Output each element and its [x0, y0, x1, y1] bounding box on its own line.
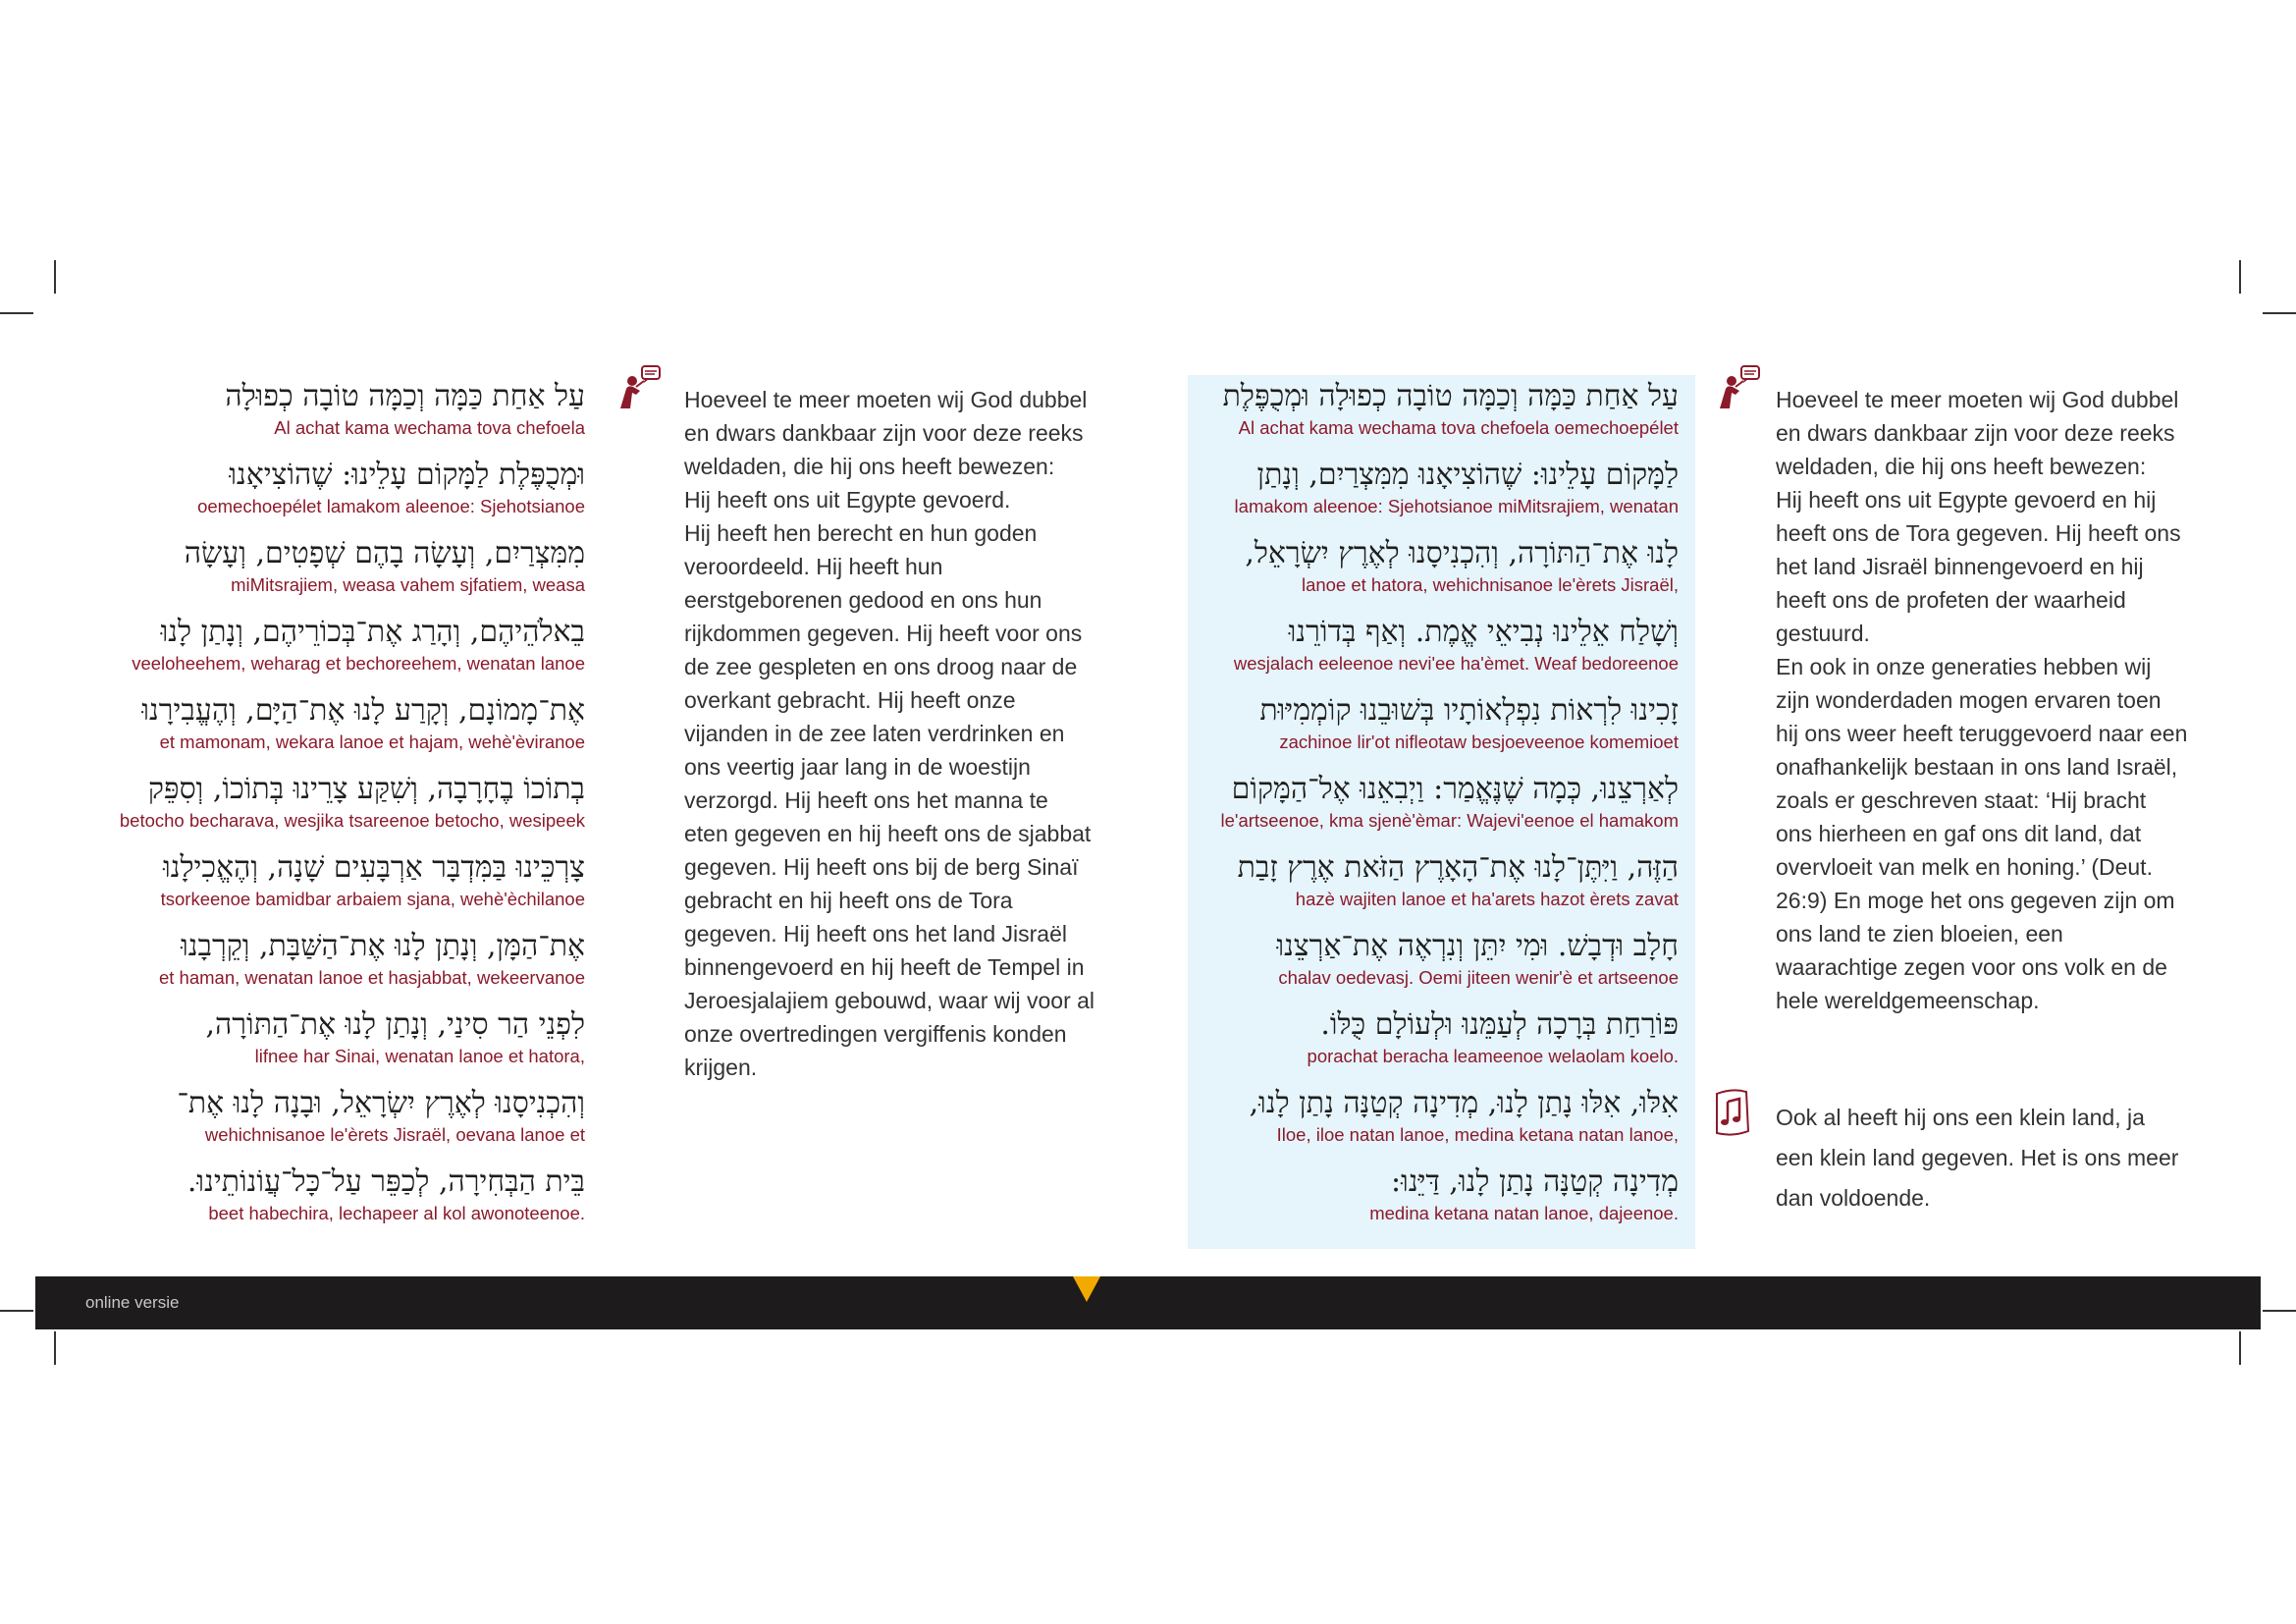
verse-line: [108, 534, 585, 597]
crop-mark: [2239, 1331, 2241, 1365]
person-speaking-icon: [1714, 363, 1761, 410]
transliteration-text: Al achat kama wechama tova chefoela: [274, 417, 585, 438]
hebrew-text: בֵאלֹהֵיהֶם, וְהָרַג אֶת־בְּכוֹרֵיהֶם, וְנָתַן לָנוּ: [160, 615, 585, 649]
dutch-paragraph: Hoeveel te meer moeten wij God dubbel en dwars dankbaar zijn voor deze reeks weldaden, die hij ons heeft bewezen:: [684, 387, 1088, 479]
dutch-paragraph: Hoeveel te meer moeten wij God dubbel en dwars dankbaar zijn voor deze reeks weldaden, die hij ons heeft bewezen:: [1776, 387, 2179, 479]
verse-line: [108, 927, 585, 990]
verse-line: [108, 770, 585, 833]
transliteration-text: veeloheehem, weharag et bechoreehem, wenatan lanoe: [132, 653, 585, 674]
hebrew-text: עַל אַחַת כַּמָּה וְכַמָּה טוֹבָה כְפוּלָה: [225, 379, 585, 413]
transliteration-text: zachinoe lir'ot nifleotaw besjoeveenoe komemioet: [1279, 731, 1679, 752]
verse-line: [1188, 848, 1679, 911]
verse-line: [108, 1163, 585, 1225]
hebrew-text: וְשָׁלַח אֵלֵינוּ נְבִיאֵי אֱמֶת. וְאַף בְּדוֹרֵנוּ: [1288, 615, 1679, 649]
hebrew-text: אֶת־מָמוֹנָם, וְקָרַע לָנוּ אֶת־הַיָּם, וְהֶעֱבִירָנוּ: [141, 693, 585, 728]
crop-mark: [0, 312, 33, 314]
transliteration-text: chalav oedevasj. Oemi jiteen wenir'è et artseenoe: [1278, 967, 1679, 988]
dutch-paragraph: Hij heeft ons uit Egypte gevoerd.: [684, 487, 1011, 513]
right-hebrew-column: [1188, 377, 1679, 1241]
transliteration-text: Iloe, iloe natan lanoe, medina ketana natan lanoe,: [1276, 1124, 1679, 1145]
verse-line: [1188, 770, 1679, 833]
verse-line: [1188, 691, 1679, 754]
verse-line: [108, 1084, 585, 1147]
hebrew-text: מְדִינָה קְטַנָּה נָתַן לָנוּ, דַּיֵּנוּ:: [1391, 1164, 1679, 1199]
footer-label: online versie: [85, 1293, 180, 1312]
verse-line: [1188, 613, 1679, 676]
dutch-paragraph: Hij heeft hen berecht en hun goden veroordeeld. Hij heeft hun eerstgeborenen gedood en ons hun rijkdommen gegeven. Hij heeft voor ons de zee gespleten en ons droog naar de overkant gebracht. Hij heeft onze vijanden in de zee laten verdrinken en ons veertig jaar lang in de woestijn verzorgd. Hij heeft ons het manna te eten gegeven en hij heeft ons de sjabbat gegeven. Hij heeft ons bij de berg Sinaï gebracht en hij heeft ons de Tora gegeven. Hij heeft ons het land Jisraël binnengevoerd en hij heeft de Tempel in Jeroesjalajiem gebouwd, waar wij voor al onze overtredingen vergiffenis konden krijgen.: [684, 520, 1095, 1080]
left-hebrew-column: [108, 377, 585, 1241]
crop-mark: [0, 1310, 33, 1312]
crop-mark: [54, 1331, 56, 1365]
footer-bar: [35, 1276, 2261, 1329]
hebrew-text: לַמָּקוֹם עָלֵינוּ: שֶׁהוֹצִיאָנוּ מִמִּצְרַיִם, וְנָתַן: [1256, 458, 1679, 492]
hebrew-text: פּוֹרַחַת בְּרָכָה לְעַמֵּנוּ וּלְעוֹלָם כֻּלּוֹ.: [1320, 1007, 1679, 1042]
hebrew-text: חָלָב וּדְבָשׁ. וּמִי יִתֵּן וְנִרְאֶה אֶת־אַרְצֵנוּ: [1276, 929, 1679, 963]
verse-line: [108, 848, 585, 911]
verse-line: [1188, 1005, 1679, 1068]
verse-line: [108, 456, 585, 518]
transliteration-text: wesjalach eeleenoe nevi'ee ha'èmet. Weaf bedoreenoe: [1233, 653, 1679, 674]
transliteration-text: miMitsrajiem, weasa vahem sjfatiem, weasa: [231, 574, 585, 595]
hebrew-text: אִלּוּ, אִלּוּ נָתַן לָנוּ, מְדִינָה קְטַנָּה נָתַן לָנוּ,: [1249, 1086, 1679, 1120]
transliteration-text: et haman, wenatan lanoe et hasjabbat, wekeervanoe: [158, 967, 585, 988]
transliteration-text: porachat beracha leameenoe welaolam koelo.: [1307, 1046, 1679, 1066]
hebrew-text: בֵּית הַבְּחִירָה, לְכַפֵּר עַל־כָּל־עֲוֹנוֹתֵינוּ.: [187, 1164, 585, 1199]
transliteration-text: oemechoepélet lamakom aleenoe: Sjehotsianoe: [197, 496, 585, 516]
transliteration-text: lanoe et hatora, wehichnisanoe le'èrets Jisraël,: [1301, 574, 1679, 595]
verse-line: [1188, 927, 1679, 990]
dutch-paragraph: Ook al heeft hij ons een klein land, ja een klein land gegeven. Het is ons meer dan voldoende.: [1776, 1105, 2179, 1211]
hebrew-text: לִפְנֵי הַר סִינַי, וְנָתַן לָנוּ אֶת־הַתּוֹרָה,: [205, 1007, 585, 1042]
verse-line: [108, 1005, 585, 1068]
page-marker-triangle: [1073, 1276, 1100, 1302]
transliteration-text: Al achat kama wechama tova chefoela oemechoepélet: [1238, 417, 1679, 438]
verse-line: [1188, 456, 1679, 518]
hebrew-text: בְתוֹכוֹ בֶחָרָבָה, וְשִׁקַּע צָרֵינוּ בְּתוֹכוֹ, וְסִפֵּק: [147, 772, 585, 806]
verse-line: [1188, 1163, 1679, 1225]
verse-line: [1188, 1084, 1679, 1147]
right-dutch-text: [1776, 383, 2188, 1017]
hebrew-text: וּמְכֻפֶּלֶת לַמָּקוֹם עָלֵינוּ: שֶׁהוֹצִיאָנוּ: [229, 458, 585, 492]
song-text: [1776, 1098, 2188, 1218]
transliteration-text: beet habechira, lechapeer al kol awonoteenoe.: [208, 1203, 585, 1223]
crop-mark: [2263, 1310, 2296, 1312]
hebrew-text: הַזֶּה, וַיִּתֶּן־לָנוּ אֶת־הָאָרֶץ הַזֹּאת אֶרֶץ זָבַת: [1237, 850, 1679, 885]
hebrew-text: לְאַרְצֵנוּ, כְּמָה שֶׁנֶּאֱמַר: וַיְבִאֵנוּ אֶל־הַמָּקוֹם: [1231, 772, 1679, 806]
crop-mark: [2239, 260, 2241, 294]
verse-line: [108, 613, 585, 676]
hebrew-text: מִמִּצְרַיִם, וְעָשָׂה בָהֶם שְׁפָטִים, וְעָשָׂה: [184, 536, 585, 570]
hebrew-text: עַל אַחַת כַּמָּה וְכַמָּה טוֹבָה כְפוּלָה וּמְכֻפֶּלֶת: [1222, 379, 1679, 413]
dutch-paragraph: Hij heeft ons uit Egypte gevoerd en hij heeft ons de Tora gegeven. Hij heeft ons het land Jisraël binnengevoerd en hij heeft ons de profeten der waarheid gestuurd.: [1776, 487, 2181, 646]
transliteration-text: le'artseenoe, kma sjenè'èmar: Wajevi'eenoe el hamakom: [1220, 810, 1679, 831]
transliteration-text: et mamonam, wekara lanoe et hajam, wehè'èviranoe: [159, 731, 585, 752]
hebrew-text: זָכִינוּ לִרְאוֹת נִפְלְאוֹתָיו בְּשׁוּבֵנוּ קוֹמְמִיּוּת: [1259, 693, 1679, 728]
transliteration-text: betocho becharava, wesjika tsareenoe betocho, wesipeek: [119, 810, 585, 831]
transliteration-text: tsorkeenoe bamidbar arbaiem sjana, wehè'èchilanoe: [160, 889, 585, 909]
hebrew-text: צָרְכֵּינוּ בַּמִּדְבָּר אַרְבָּעִים שָׁנָה, וְהֶאֱכִילָנוּ: [163, 850, 585, 885]
verse-line: [1188, 534, 1679, 597]
crop-mark: [54, 260, 56, 294]
person-speaking-icon: [614, 363, 662, 410]
verse-line: [108, 377, 585, 440]
hebrew-text: אֶת־הַמָּן, וְנָתַן לָנוּ אֶת־הַשַּׁבָּת, וְקֵרְבָנוּ: [181, 929, 585, 963]
transliteration-text: lifnee har Sinai, wenatan lanoe et hatora,: [254, 1046, 585, 1066]
music-note-icon: [1713, 1088, 1752, 1137]
verse-line: [1188, 377, 1679, 440]
dutch-paragraph: En ook in onze generaties hebben wij zijn wonderdaden mogen ervaren toen hij ons weer heeft teruggevoerd naar een onafhankelijk bestaan in ons land Israël, zoals er geschreven staat: ‘Hij bracht ons hierheen en gaf ons dit land, dat overvloeit van melk en honing.’ (Deut. 26:9) En moge het ons gegeven zijn om ons land te zien bloeien, een waarachtige zegen voor ons volk en de hele wereldgemeenschap.: [1776, 654, 2188, 1013]
hebrew-text: וְהִכְנִיסָנוּ לְאֶרֶץ יִשְׂרָאֵל, וּבָנָה לָנוּ אֶת־: [177, 1086, 585, 1120]
left-dutch-text: [684, 383, 1096, 1084]
hebrew-text: לָנוּ אֶת־הַתּוֹרָה, וְהִכְנִיסָנוּ לְאֶרֶץ יִשְׂרָאֵל,: [1245, 536, 1679, 570]
transliteration-text: hazè wajiten lanoe et ha'arets hazot èrets zavat: [1295, 889, 1679, 909]
verse-line: [108, 691, 585, 754]
crop-mark: [2263, 312, 2296, 314]
transliteration-text: medina ketana natan lanoe, dajeenoe.: [1369, 1203, 1679, 1223]
transliteration-text: lamakom aleenoe: Sjehotsianoe miMitsrajiem, wenatan: [1234, 496, 1679, 516]
transliteration-text: wehichnisanoe le'èrets Jisraël, oevana lanoe et: [204, 1124, 585, 1145]
